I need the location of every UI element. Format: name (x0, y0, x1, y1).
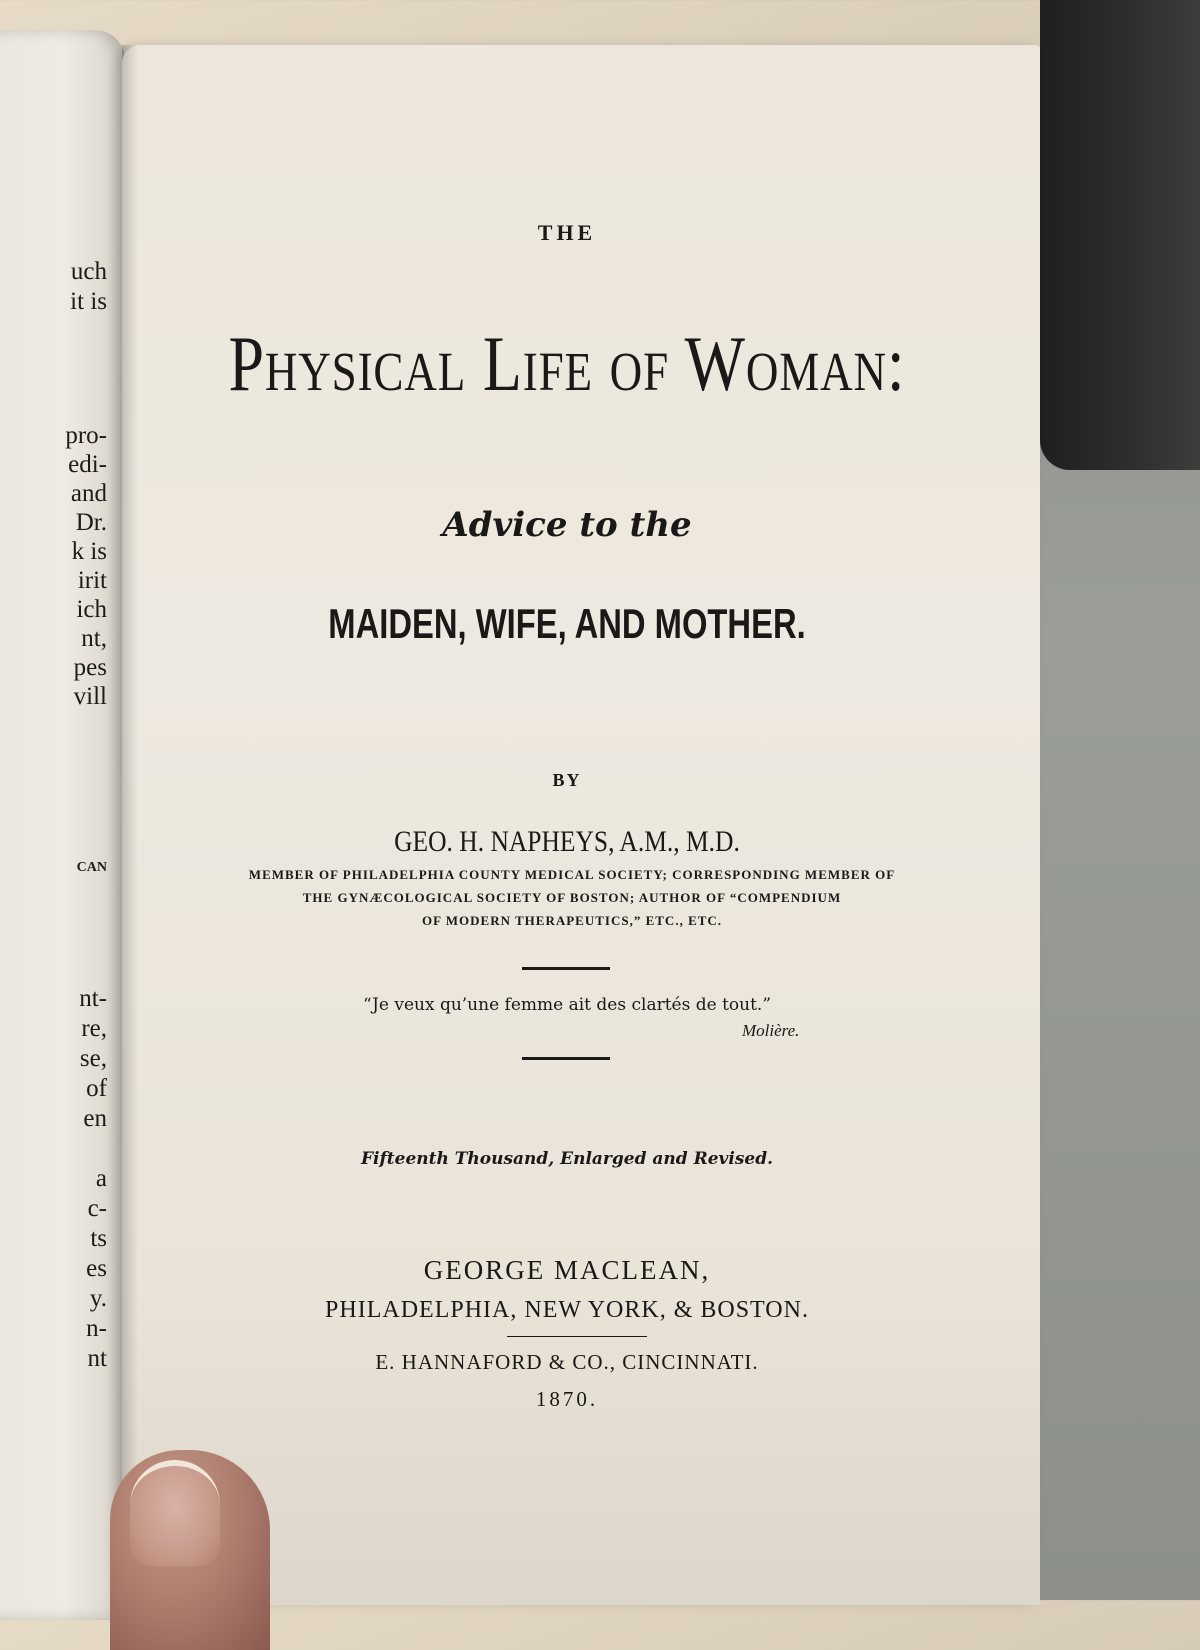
left-page-fragment: c- (87, 1195, 107, 1222)
publisher-name: GEORGE MACLEAN, (423, 1255, 711, 1285)
left-page-fragment: of (86, 1075, 107, 1102)
left-page-fragment: pro- (65, 422, 107, 449)
credentials-line: OF MODERN THERAPEUTICS,” ETC., ETC. (421, 913, 723, 928)
author-name: GEO. H. NAPHEYS, A.M., M.D. (394, 825, 740, 858)
divider-rule (522, 967, 610, 970)
credentials-line: THE GYNÆCOLOGICAL SOCIETY OF BOSTON; AUTHOR OF “COMPENDIUM (302, 890, 842, 905)
left-page-fragment: ts (90, 1225, 107, 1252)
left-page-fragment: uch (70, 258, 107, 285)
publisher-agent: E. HANNAFORD & CO., CINCINNATI. (375, 1350, 759, 1374)
edition-note: Fifteenth Thousand, Enlarged and Revised. (360, 1149, 774, 1169)
left-page-fragment: and (70, 480, 107, 507)
left-page-fragment: re, (81, 1015, 107, 1042)
left-page-fragment: nt- (79, 985, 107, 1012)
left-page-fragment: a (95, 1165, 107, 1192)
book-cover (1040, 0, 1200, 470)
epigraph-author: Molière. (742, 1021, 800, 1040)
by-label: BY (552, 770, 582, 790)
left-page-fragment: es (86, 1255, 107, 1282)
left-page-fragment: ich (76, 596, 107, 623)
left-page (0, 30, 125, 1620)
left-page-fragment: n- (86, 1315, 107, 1342)
left-page-fragment: irit (77, 567, 107, 594)
left-page-fragment: it is (70, 288, 107, 315)
title-page-content (122, 45, 1040, 1605)
left-page-fragment: pes (73, 654, 107, 681)
subtitle-advice: Advice to the (442, 505, 692, 545)
left-page-fragment: k is (71, 538, 107, 565)
credentials-line: MEMBER OF PHILADELPHIA COUNTY MEDICAL SOCIETY; CORRESPONDING MEMBER OF (248, 867, 896, 882)
left-page-fragment: edi- (68, 451, 107, 478)
left-page-fragment: se, (79, 1045, 107, 1072)
left-page-fragment: Dr. (75, 509, 107, 536)
author-credentials (132, 863, 1012, 932)
publisher-cities: PHILADELPHIA, NEW YORK, & BOSTON. (325, 1297, 809, 1323)
divider-rule (522, 1057, 610, 1060)
main-title: Physical Life of Woman: (228, 320, 906, 407)
epigraph-quote: “Je veux qu’une femme ait des clartés de tout.” (362, 995, 772, 1015)
left-page-fragment: nt (87, 1345, 107, 1372)
publication-year: 1870. (535, 1387, 599, 1411)
left-page-fragment: y. (89, 1285, 107, 1312)
divider-rule (507, 1336, 647, 1337)
left-page-fragment: CAN (76, 860, 107, 875)
left-page-fragment: vill (73, 683, 107, 710)
subtitle-audience: MAIDEN, WIFE, AND MOTHER. (328, 600, 806, 647)
left-page-fragment: en (83, 1105, 107, 1132)
left-page-fragment: nt, (81, 625, 107, 652)
title-article: THE (537, 220, 597, 245)
thumbnail-fingernail (130, 1460, 220, 1566)
